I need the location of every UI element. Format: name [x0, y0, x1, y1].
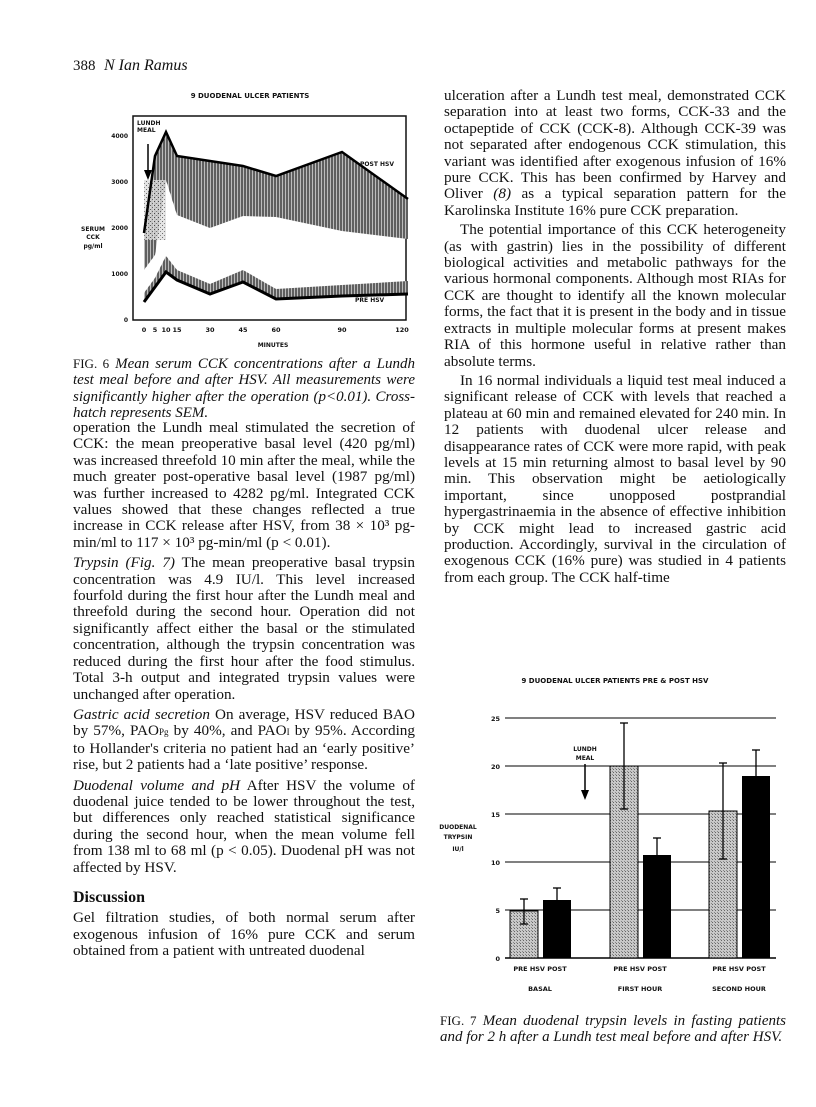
figure-7 — [430, 670, 800, 1015]
y-tick: 20 — [490, 763, 500, 771]
reference: (8) — [493, 185, 512, 203]
x-tick: 15 — [172, 326, 182, 334]
y-tick: 5 — [495, 907, 500, 915]
lundh-meal-arrow-icon — [581, 790, 589, 800]
paragraph-text: ulceration after a Lundh test meal, demonstrated CCK separation into at least two forms, CCK-33 and the octapeptide of CCK (CCK-8). Although CCK-39 was not separated after endogenous CCK stimulation, this variant was identified after exogenous infusion of 16% pure CCK. This has been confirmed by Harvey and Oliver — [444, 87, 786, 203]
paragraph-trypsin — [73, 555, 415, 703]
y-tick: 15 — [490, 811, 500, 819]
bar-labels: PRE HSV POST — [613, 965, 667, 973]
y-tick: 0 — [495, 955, 500, 963]
fig7-meal-label-2: MEAL — [575, 755, 595, 762]
fig6-ylabel: CCK — [86, 234, 100, 241]
subscript: I — [286, 727, 290, 738]
fig7-ylabel: DUODENAL — [439, 824, 477, 831]
fig6-caption-text: Mean serum CCK concentrations after a Lundh test meal before and after HSV. All measurements were significantly higher after the operation (p<0.01). Cross-hatch represents SEM. — [73, 356, 416, 422]
paragraph-text: After HSV the volume of duodenal juice tended to be lower throughout the test, but differences only reached statistical significance during the second hour, when the mean volume fell from 138 ml to 68 ml (p < 0.05). Duodenal pH was not affected by HSV. — [73, 776, 415, 876]
x-tick: 120 — [395, 326, 409, 334]
y-tick: 3000 — [111, 179, 128, 186]
paragraph-text: On average, HSV reduced BAO by 57%, PAO — [73, 705, 415, 740]
fig6-xlabel: MINUTES — [257, 342, 289, 349]
fig7-caption-text: Mean duodenal trypsin levels in fasting patients and for 2 h after a Lundh test meal before and after HSV. — [440, 1013, 786, 1046]
figure-6-caption — [73, 356, 415, 422]
paragraph: operation the Lundh meal stimulated the secretion of CCK: the mean preoperative basal level (420 pg/ml) was increased threefold 10 min after the meal, while the much greater post-operative basal level (1987 pg/ml) was further increased to 4282 pg/ml. Integrated CCK values showed that these changes reflected a true increase in CCK release after HSV, from 38 × 10³ pg-min/ml to 117 × 10³ pg-min/ml (p < 0.01). — [73, 419, 415, 551]
fig7-label: FIG. 7 — [440, 1013, 477, 1028]
fig7-ylabel: TRYPSIN — [443, 834, 473, 841]
fig7-chart — [430, 670, 800, 1015]
y-tick: 2000 — [111, 225, 128, 232]
figure-7-caption — [440, 1013, 786, 1046]
bar-first-post — [643, 855, 671, 958]
bar-second-post — [742, 776, 770, 958]
paragraph — [444, 88, 786, 219]
paragraph-gastric — [73, 707, 415, 774]
figure-6 — [73, 88, 423, 358]
group-label: FIRST HOUR — [617, 985, 663, 993]
paragraph: In 16 normal individuals a liquid test meal induced a significant release of CCK with levels that reached a plateau at 60 min and remained elevated for 240 min. In 12 patients with duodenal ulcer release and disappearance rates of CCK were more rapid, with peak levels at 15 min returning almost to basal level by 90 min. This observation might be aetiologically important, since unopposed postprandial hypergastrinaemia in the absence of effective inhibition by CCK might lead to increased gastric acid production. Accordingly, survival in the circulation of exogenous CCK (16% pure) was studied in 4 patients from each group. The CCK half-time — [444, 371, 786, 586]
paragraph-text: as a typical separation pattern for the Karolinska Institute 16% pure CCK preparation. — [444, 185, 786, 219]
x-tick: 10 — [161, 326, 171, 334]
fig6-title: 9 DUODENAL ULCER PATIENTS — [190, 92, 310, 100]
y-tick: 0 — [123, 317, 128, 324]
right-column — [444, 88, 786, 586]
y-tick: 4000 — [111, 133, 128, 140]
x-tick: 30 — [205, 326, 215, 334]
fig7-ylabel: IU/l — [452, 846, 464, 853]
post-hsv-sem-band — [144, 132, 408, 270]
left-column — [73, 420, 415, 960]
x-tick: 5 — [152, 326, 158, 334]
fig6-ylabel: SERUM — [81, 226, 105, 233]
paragraph-text: by 95%. According to Hollander's criteria no patient had an ‘early positive’ rise, but 2 patients had a ‘late positive’ response. — [73, 722, 415, 774]
group-label: SECOND HOUR — [712, 985, 766, 993]
bar-labels: PRE HSV POST — [513, 965, 567, 973]
heading-inline: Trypsin (Fig. 7) — [73, 554, 175, 572]
paragraph-text: The mean preoperative basal trypsin concentration was 4.9 IU/l. This level increased fourfold during the first hour after the Lundh meal and threefold during the second hour. Operation did not significantly affect either the basal or the stimulated concentration, although the trypsin concentration was reduced during the first hour after the food stimulus. Total 3-h output and integrated trypsin values were unchanged after operation. — [73, 554, 415, 703]
bar-basal-post — [543, 900, 571, 958]
subscript: Pg — [159, 727, 169, 738]
x-tick: 45 — [238, 326, 248, 334]
paragraph-text: by 40%, and PAO — [168, 722, 287, 740]
pre-hsv-label: PRE HSV — [355, 297, 385, 304]
discussion-heading: Discussion — [73, 888, 146, 906]
fig6-meal-label-1: LUNDH — [137, 120, 161, 127]
post-hsv-label: POST HSV — [360, 161, 394, 168]
fig6-meal-label-2: MEAL — [137, 127, 156, 134]
y-tick: 1000 — [111, 271, 128, 278]
fig6-label: FIG. 6 — [73, 356, 110, 371]
fig6-chart — [73, 88, 423, 358]
x-tick: 90 — [337, 326, 347, 334]
bar-labels: PRE HSV POST — [712, 965, 766, 973]
paragraph-duodenal — [73, 778, 415, 876]
page-number: 388 — [73, 58, 96, 74]
fig7-title: 9 DUODENAL ULCER PATIENTS PRE & POST HSV — [521, 677, 709, 685]
y-tick: 10 — [490, 859, 500, 867]
y-tick: 25 — [490, 715, 500, 723]
x-tick: 0 — [141, 326, 147, 334]
group-label: BASAL — [528, 985, 552, 993]
x-tick: 60 — [271, 326, 281, 334]
paragraph: Gel filtration studies, of both normal serum after exogenous infusion of 16% pure CCK and serum obtained from a patient with untreated duodenal — [73, 909, 415, 960]
fig6-ylabel: pg/ml — [83, 243, 103, 250]
fig7-meal-label-1: LUNDH — [573, 746, 597, 753]
heading-inline: Gastric acid secretion — [73, 705, 210, 723]
running-author: N Ian Ramus — [104, 57, 188, 74]
paragraph: The potential importance of this CCK heterogeneity (as with gastrin) lies in the possibility of different biological activities and metabolic pathways for the various hormonal components. Although most RIAs for CCK are thought to identify all the known molecular forms, the fact that it is present in the body and in tissue extracts in multiple molecular forms at present makes RIA of this hormone useful in relative rather than absolute terms. — [444, 221, 786, 370]
heading-inline: Duodenal volume and pH — [73, 776, 241, 794]
